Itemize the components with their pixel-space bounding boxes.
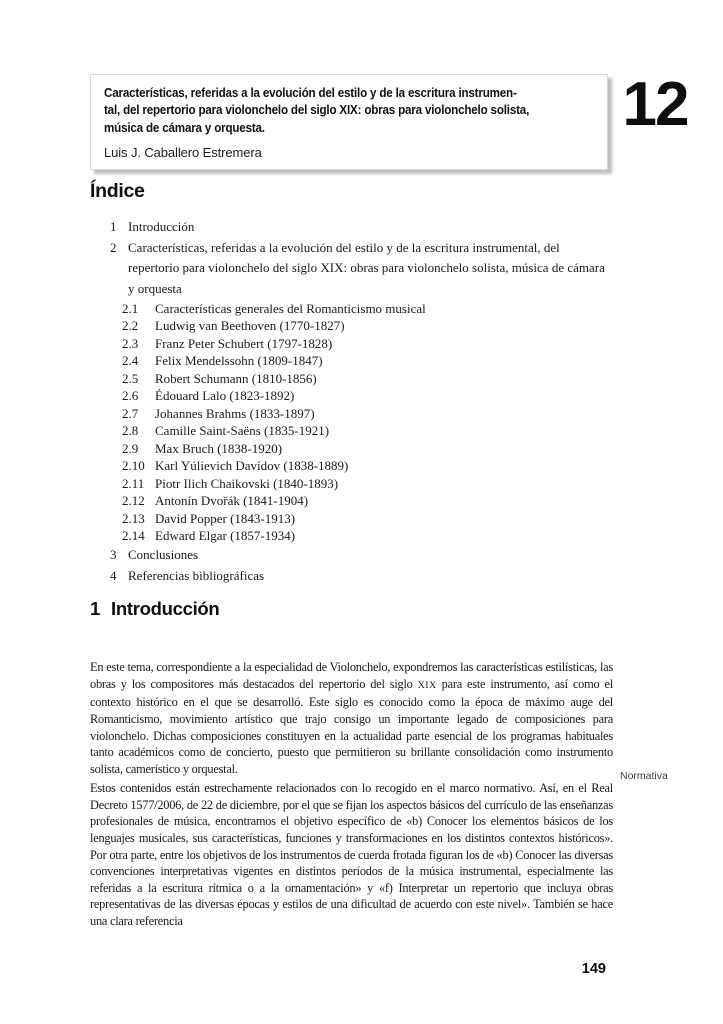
toc-item-label: Felix Mendelssohn (1809-1847) xyxy=(155,353,323,369)
toc-item xyxy=(90,300,612,318)
toc-item-number: 2.3 xyxy=(122,335,139,351)
section-heading xyxy=(90,598,219,620)
toc-item-number: 2.10 xyxy=(122,458,145,474)
toc-item-label: Franz Peter Schubert (1797-1828) xyxy=(155,335,333,351)
toc-item xyxy=(90,405,612,423)
toc-item xyxy=(90,510,612,528)
toc-item-label: Ludwig van Beethoven (1770-1827) xyxy=(155,318,345,334)
section-number: 1 xyxy=(90,598,100,619)
chapter-title-line-1: Características, referidas a la evolución del estilo y de la escritura instrumen- xyxy=(104,86,517,100)
toc-item-label: David Popper (1843-1913) xyxy=(155,510,296,526)
chapter-author: Luis J. Caballero Estremera xyxy=(104,144,262,160)
chapter-title-box xyxy=(90,74,608,170)
toc-item xyxy=(90,475,612,493)
toc-item-label: Max Bruch (1838-1920) xyxy=(155,440,283,456)
toc-item xyxy=(90,335,612,353)
toc-list xyxy=(90,217,612,586)
toc-item xyxy=(90,545,612,566)
toc-item-label: Karl Yúlievich Davídov (1838-1889) xyxy=(155,458,349,474)
toc-item-number: 2.5 xyxy=(122,370,139,386)
toc-item-label: Antonín Dvořák (1841-1904) xyxy=(155,493,309,509)
toc-item-number: 2.13 xyxy=(122,510,145,526)
toc-item-number: 3 xyxy=(110,546,117,562)
chapter-title-line-2: tal, del repertorio para violonchelo del siglo XIX: obras para violonchelo solista, xyxy=(104,103,530,118)
toc-item-label: Conclusiones xyxy=(128,546,199,562)
toc-item xyxy=(90,440,612,458)
toc-item xyxy=(90,492,612,510)
toc-item-label: Introducción xyxy=(128,219,195,234)
toc-item-number: 2.12 xyxy=(122,493,145,509)
intro-paragraph-2: Estos contenidos están estrechamente relacionados con lo recogido en el marco normativo. Así, en el Real Decreto 1577/2006, de 22 de diciembre, por el que se fijan los aspectos básicos del currículo de las enseñanzas profesionales de música, encontramos el objetivo específico de «b) Conocer los elementos básicos de los lenguajes musicales, sus características, funciones y transformaciones en los distintos contextos históricos». Por otra parte, entre los objetivos de los instrumentos de cuerda frotada figuran los de «b) Conocer las diversas convenciones interpretativas vigentes en distintos períodos de la música instrumental, especialmente las referidas a la escritura rítmica o a la ornamentación» y «f) Interpretar un repertorio que incluya obras representativas de las diversas épocas y estilos de una dificultad de acuerdo con este nivel». También se hace una clara referencia xyxy=(90,781,613,928)
toc-item-number: 2.7 xyxy=(122,405,139,421)
toc-item-number: 2.4 xyxy=(122,353,139,369)
toc-item xyxy=(90,457,612,475)
toc-item xyxy=(90,370,612,388)
toc-item-number: 2.11 xyxy=(122,475,145,491)
toc-item-number: 2 xyxy=(110,239,117,255)
toc-item-label: Referencias bibliográficas xyxy=(128,567,265,583)
toc-item xyxy=(90,422,612,440)
section-title: Introducción xyxy=(111,598,220,619)
toc-item-number: 2.9 xyxy=(122,440,139,456)
toc-item-number: 2.8 xyxy=(122,423,139,439)
toc-item-label: Johannes Brahms (1833-1897) xyxy=(155,405,315,421)
toc-item xyxy=(90,238,612,300)
toc-item-number: 2.14 xyxy=(122,528,145,544)
toc-item xyxy=(90,566,612,587)
toc-item-label: Características, referidas a la evolución del estilo y de la escritura instrumental, del repertorio para violonchelo del siglo XIX: obras para violonchelo solista, música de cámara y orquesta xyxy=(128,239,605,297)
toc-item-number: 2.2 xyxy=(122,318,139,334)
toc-item xyxy=(90,387,612,405)
paragraph-text: En este tema, correspondiente a la especialidad de Violonchelo, expondremos las características estilísticas, las obras y los compositores más destacados del repertorio del siglo xyxy=(90,660,613,691)
toc-item xyxy=(90,352,612,370)
smallcaps-xix: XIX xyxy=(417,679,437,691)
toc-item xyxy=(90,317,612,335)
margin-note: Normativa xyxy=(620,770,668,782)
toc-item-label: Piotr Ilich Chaikovski (1840-1893) xyxy=(155,475,339,491)
toc-item-label: Características generales del Romanticismo musical xyxy=(155,300,426,316)
toc-item-label: Edward Elgar (1857-1934) xyxy=(155,528,296,544)
toc-heading: Índice xyxy=(90,180,145,202)
toc-item-label: Édouard Lalo (1823-1892) xyxy=(155,388,295,404)
toc-item xyxy=(90,527,612,545)
toc-item-number: 4 xyxy=(110,567,117,583)
chapter-number: 12 xyxy=(622,70,688,139)
toc-item-number: 2.6 xyxy=(122,388,139,404)
paragraph-text: para este instrumento, así como el contexto histórico en el que se desarrolló. Este siglo es conocido como la época de máximo auge del Romanticismo, movimiento artístico que trajo consigo un importante legado de composiciones para violonchelo. Dichas composiciones constituyen en la actualidad parte esencial de los programas habituales tanto académicos como de concierto, puesto que permitieron su brillante consolidación como instrumento solista, camerístico y orquestal. xyxy=(90,676,613,776)
chapter-title-line-3: música de cámara y orquesta. xyxy=(104,120,265,135)
page-number: 149 xyxy=(581,961,606,977)
toc-item-label: Camille Saint-Saëns (1835-1921) xyxy=(155,423,330,439)
intro-paragraph-1 xyxy=(90,659,613,777)
toc-item-label: Robert Schumann (1810-1856) xyxy=(155,370,317,386)
toc-item-number: 1 xyxy=(110,219,117,234)
toc-item-number: 2.1 xyxy=(122,300,139,316)
toc-item xyxy=(90,217,612,238)
